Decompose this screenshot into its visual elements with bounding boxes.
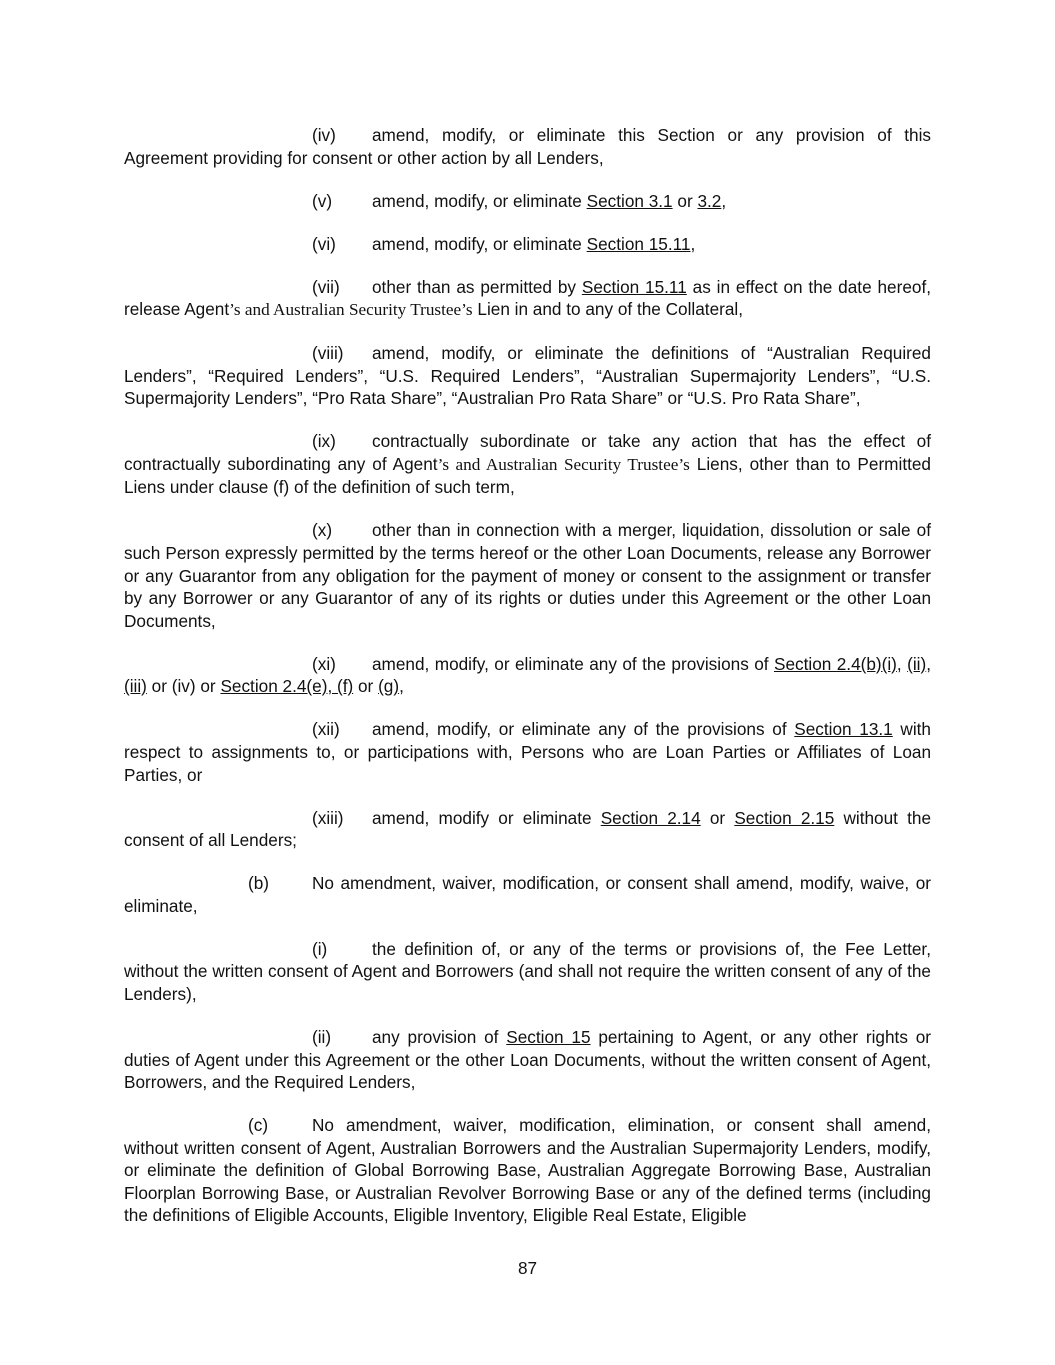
section-reference: (ii) bbox=[907, 653, 927, 674]
section-reference: (g) bbox=[378, 676, 400, 697]
clause-xi: (xi) amend, modify, or eliminate any of the provisions of Section 2.4(b)(i), (ii), (iii) or (iv) or Section 2.4(e), (f) or (g), bbox=[124, 653, 931, 697]
section-reference: Section 13.1 bbox=[794, 719, 893, 740]
clause-number: (x) bbox=[312, 520, 333, 541]
clause-iv: (iv) amend, modify, or eliminate this Section or any provision of this Agreement providing for consent or other action by all Lenders, bbox=[124, 125, 931, 168]
section-reference: (iii) bbox=[124, 676, 147, 697]
clause-number: (vi) bbox=[312, 233, 336, 254]
section-reference: Section 15 bbox=[506, 1026, 591, 1047]
clause-xii: (xii) amend, modify, or eliminate any of the provisions of Section 13.1 with respect to assignments to, or participations with, Persons who are Loan Parties or Affiliates of Loan Parties, or bbox=[124, 719, 931, 785]
section-reference: Section 2.15 bbox=[734, 807, 835, 828]
section-reference: Section 2.14 bbox=[600, 807, 701, 828]
clause-vii: (vii) other than as permitted by Section 15.11 as in effect on the date hereof, release Agent’s and Australian Security Trustee’s Lien in and to any of the Collateral, bbox=[124, 276, 931, 320]
document-body bbox=[124, 124, 931, 1247]
clause-c: (c) No amendment, waiver, modification, elimination, or consent shall amend, without written consent of Agent, Australian Borrowers and the Australian Supermajority Lenders, modify, or eliminate the definition of Global Borrowing Base, Australian Aggregate Borrowing Base, Australian Floorplan Borrowing Base, or Australian Revolver Borrowing Base or any of the defined terms (including the definitions of Eligible Accounts, Eligible Inventory, Eligible Real Estate, Eligible bbox=[124, 1115, 931, 1226]
clause-b-i: (i) the definition of, or any of the terms or provisions of, the Fee Letter, without the written consent of Agent and Borrowers (and shall not require the written consent of any of the Lenders), bbox=[124, 938, 931, 1004]
clause-number: (ii) bbox=[312, 1026, 332, 1047]
clause-number: (viii) bbox=[312, 343, 344, 364]
clause-xiii: (xiii) amend, modify or eliminate Section 2.14 or Section 2.15 without the consent of all Lenders; bbox=[124, 807, 931, 851]
clause-number: (iv) bbox=[312, 125, 336, 145]
clause-ix: (ix) contractually subordinate or take any action that has the effect of contractually subordinating any of Agent’s and Australian Security Trustee’s Liens, other than to Permitted Liens under clause (f) of the definition of such term, bbox=[124, 431, 931, 498]
clause-number: (xiii) bbox=[312, 807, 344, 828]
clause-number: (ix) bbox=[312, 431, 336, 452]
clause-number: (xi) bbox=[312, 653, 336, 674]
section-reference: Section 2.4(e), (f) bbox=[220, 676, 354, 697]
clause-number: (v) bbox=[312, 190, 333, 211]
clause-number: (b) bbox=[248, 873, 270, 894]
section-reference: Section 3.1 bbox=[586, 190, 673, 211]
section-reference: 3.2 bbox=[697, 190, 722, 211]
clause-v: (v) amend, modify, or eliminate Section 3.1 or 3.2, bbox=[312, 190, 727, 211]
clause-viii: (viii) amend, modify, or eliminate the definitions of “Australian Required Lenders”, “Required Lenders”, “U.S. Required Lenders”, “Australian Supermajority Lenders”, “U.S. Supermajority Lenders”, “Pro Rata Share”, “Australian Pro Rata Share” or “U.S. Pro Rata Share”, bbox=[124, 343, 931, 409]
page-number: 87 bbox=[517, 1258, 538, 1278]
clause-vi: (vi) amend, modify, or eliminate Section 15.11, bbox=[312, 233, 696, 254]
clause-x: (x) other than in connection with a merger, liquidation, dissolution or sale of such Person expressly permitted by the terms hereof or the other Loan Documents, release any Borrower or any Guarantor from any obligation for the payment of money or consent to the assignment or transfer by any Borrower or any Guarantor of any of its rights or duties under this Agreement or the other Loan Documents, bbox=[124, 520, 931, 631]
section-reference: Section 2.4(b)(i) bbox=[773, 653, 897, 674]
section-reference: Section 15.11 bbox=[586, 233, 691, 254]
clause-b: (b) No amendment, waiver, modification, or consent shall amend, modify, waive, or eliminate, bbox=[124, 873, 931, 916]
section-reference: Section 15.11 bbox=[581, 276, 687, 297]
clause-number: (xii) bbox=[312, 719, 340, 740]
clause-number: (vii) bbox=[312, 276, 340, 297]
clause-number: (i) bbox=[312, 938, 328, 959]
clause-b-ii: (ii) any provision of Section 15 pertaining to Agent, or any other rights or duties of Agent under this Agreement or the other Loan Documents, without the written consent of Agent, Borrowers, and the Required Lenders, bbox=[124, 1026, 932, 1093]
clause-number: (c) bbox=[248, 1115, 269, 1136]
